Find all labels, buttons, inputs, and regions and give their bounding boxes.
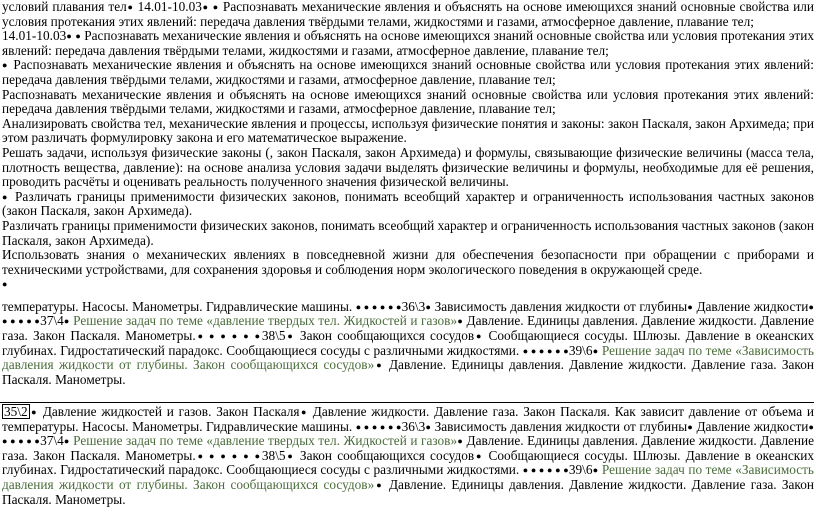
bullet-line [2,277,814,292]
bullet-icon: ● [592,345,599,356]
bullet-icon: ● [457,316,463,327]
bullet-icon: ● [457,436,463,447]
lesson-link[interactable]: Решение задач по теме «Зависимость давления жидкости от глубины. Закон сообщающихся сосудов» [2,342,814,373]
lesson-number: 38\5 [261,447,286,463]
text-span: Распознавать механические явления и объяснять на основе имеющихся знаний основные свойства или условия протекания этих явлений: передача давления твёрдыми телами, жидкостями и газами, атмосферное давление, плавание тел; [2,28,814,58]
bullet-icon: ● [75,31,81,42]
bullet-icon: ● [2,279,8,290]
text-span: Различать границы применимости физических законов, понимать всеобщий характер и ограниченность использования частных законов (закон Паскаля, закон Архимеда). [2,188,814,219]
lesson-number: 36\3 [401,418,426,434]
paragraph-6: Решать задачи, используя физические законы (, закон Паскаля, закон Архимеда) и формулы, связывающие физические величины (масса тела, плотность вещества, давление): на основе анализа условия задачи выделять физические величины и формулы, необходимые для её решения, проводить расчёты и оценивать реальность полученного значения физической величины. [2,144,814,190]
section-divider [0,402,814,403]
text-span: Распознавать механические явления и объяснять на основе имеющихся знаний основные свойства или условия протекания этих явлений: передача давления твёрдыми телами, жидкостями и газами, атмосферное давление, плавание тел; [2,57,814,87]
bullet-icon: ● [66,31,72,42]
text-span: температуры. Насосы. Манометры. Гидравлические машины. [2,298,356,314]
bullet-icon: ● ● ● ● ● ● [355,421,402,432]
lesson-title: Зависимость давления жидкости от глубины [431,298,688,314]
text-span: 14.01-10.03 [133,0,202,14]
paragraph-8: Различать границы применимости физических законов, понимать всеобщий характер и ограниченность использования частных законов (закон Паскаля, закон Архимеда). [2,217,814,248]
bullet-icon: ● [63,436,70,447]
bullet-icon: ● [2,191,10,202]
lesson-number: 38\5 [261,328,286,344]
lesson-number: 39\6 [568,462,593,478]
bullet-icon: ● ● ● ● ● ● [195,331,262,342]
bullet-icon: ● [687,301,693,312]
lesson-number: 35\2 [4,404,28,419]
text-span: Сообщающиеся сосуды. Шлюзы. Давление в океанских глубинах. Гидростатический парадокс. Сообщающиеся сосуды с различными жидкостями. [2,447,815,478]
text-span: Давление. Единицы давления. Давление жидкости. Давление газа. Закон Паскаля. Манометры. [2,313,814,344]
text-span: Давление. Единицы давления. Давление жидкости. Давление газа. Закон Паскаля. Манометры. [2,476,814,507]
bullet-icon: ● [285,331,295,342]
text-span: Давление жидкости [692,298,809,314]
bullet-icon: ● ● ● ● ● ● [522,345,569,356]
lesson-title: Закон сообщающихся сосудов [294,328,475,344]
document-page [2,0,814,387]
bullet-icon: ● [201,2,209,12]
bullet-icon: ● [2,60,9,71]
paragraph-3 [2,58,814,87]
text-span: Давление. Единицы давления. Давление жидкости. Давление газа. Закон Паскаля. Манометры. [2,433,814,463]
lesson-link[interactable]: Решение задач по теме «давление твердых тел. Жидкостей и газов» [69,433,458,449]
bullet-icon: ● ● ● ● ● ● [522,465,569,476]
lesson-block-1 [2,300,814,388]
bullet-icon: ● [474,331,484,342]
lesson-number: 39\6 [568,342,593,358]
text-span: Давление жидкости [692,418,809,434]
paragraph-1 [2,0,814,29]
lesson-title: Зависимость давления жидкости от глубины [431,418,688,434]
lesson-link[interactable]: Решение задач по теме «Зависимость давления жидкости от глубины. Закон сообщающихся сосудов» [2,462,814,492]
lesson-number: 37\4 [40,433,64,449]
text-span: Распознавать механические явления и объяснять на основе имеющихся знаний основные свойства или условия протекания этих явлений: передача давления твёрдыми телами, жидкостями и газами, атмосферное давление, плавание тел; [2,0,815,29]
bullet-icon: ● [425,301,432,312]
bullet-icon: ● ● ● ● ● ● [2,421,814,447]
bullet-icon: ● [425,421,432,432]
bullet-icon: ● ● ● ● ● ● [2,301,814,327]
paragraph-4: Распознавать механические явления и объяснять на основе имеющихся знаний основные свойства или условия протекания этих явлений: передача давления твёрдыми телами, жидкостями и газами, атмосферное давление, плавание тел; [2,86,814,117]
lesson-title: Давление жидкостей и газов. Закон Паскаля [38,404,300,419]
bullet-icon: ● [126,2,134,12]
bullet-icon: ● [374,479,384,490]
paragraph-7 [2,190,814,219]
text-span: условий плавания тел [2,0,127,14]
text-span: 14.01-10.03 [2,28,67,44]
bullet-icon: ● [299,407,308,417]
bullet-icon: ● [687,421,693,432]
bullet-icon: ● [592,465,599,476]
bullet-icon: ● [474,450,484,461]
bullet-icon: ● ● ● ● ● ● [195,450,262,461]
lesson-number: 37\4 [40,313,64,329]
bullet-icon: ● ● ● ● ● ● [355,301,402,312]
paragraph-2 [2,29,814,58]
bullet-icon: ● [374,360,384,371]
bullet-icon: ● [63,316,70,327]
document-page-lower [2,404,814,507]
text-span: Давление жидкости. Давление газа. Закон Паскаля. Как зависит давление от объема и температуры. Насосы. Манометры. Гидравлические машины. [2,404,815,434]
lesson-title: Закон сообщающихся сосудов [294,447,475,463]
text-span: Давление. Единицы давления. Давление жидкости. Давление газа. Закон Паскаля. Манометры. [2,357,814,387]
lesson-link[interactable]: Решение задач по теме «давление твердых тел. Жидкостей и газов» [69,313,458,329]
bullet-icon: ● [29,407,39,417]
bullet-icon: ● [212,2,219,12]
paragraph-9: Использовать знания о механических явлениях в повседневной жизни для обеспечения безопасности при обращении с приборами и техническими устройствами, для сохранения здоровья и соблюдения норм экологического поведения в окружающей среде. [2,247,814,277]
lesson-number: 36\3 [401,298,426,314]
text-span: Сообщающиеся сосуды. Шлюзы. Давление в океанских глубинах. Гидростатический парадокс. Сообщающиеся сосуды с различными жидкостями. [2,328,815,358]
paragraph-5: Анализировать свойства тел, механические явления и процессы, используя физические понятия и законы: закон Паскаля, закон Архимеда; при этом различать формулировку закона и его математическое выражение. [2,115,814,146]
lesson-block-2 [2,404,814,507]
bullet-icon: ● [285,450,295,461]
